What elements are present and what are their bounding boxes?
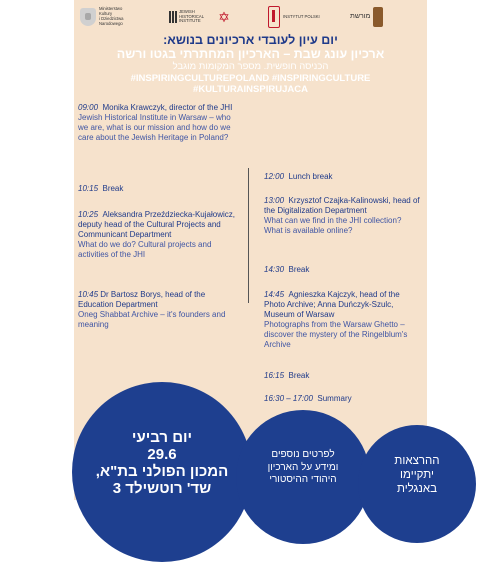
polish-institute-logo-text: INSTYTUT POLSKI xyxy=(283,13,320,19)
star-logo xyxy=(217,4,231,30)
item-head: Dr Bartosz Borys, head of the Education Department xyxy=(78,290,206,309)
item-time: 09:00 xyxy=(78,103,99,112)
event-poster xyxy=(74,0,440,500)
schedule-item xyxy=(264,371,422,381)
item-desc: What do we do? Cultural projects and activities of the JHI xyxy=(78,240,212,259)
event-date: 29.6 xyxy=(147,446,177,463)
poster-header xyxy=(74,33,427,95)
item-desc: Jewish Historical Institute in Warsaw – who we are, what is our mission and how do we care about the Jewish Heritage in Poland? xyxy=(78,113,231,142)
schedule-item xyxy=(78,290,238,330)
item-head: Break xyxy=(288,371,310,380)
item-head: Break xyxy=(288,265,310,274)
item-head: Summary xyxy=(317,394,352,403)
item-head: Krzysztof Czajka-Kalinowski, head of the Digitalization Department xyxy=(264,196,420,215)
item-time: 13:00 xyxy=(264,196,285,205)
item-time: 10:15 xyxy=(78,184,99,193)
language-line: ההרצאות xyxy=(394,455,440,467)
item-head: Monika Krawczyk, director of the JHI xyxy=(102,103,233,112)
moreshet-mark-icon xyxy=(373,7,383,27)
more-info-line: לפרטים נוספים xyxy=(271,449,335,461)
schedule-item xyxy=(264,172,422,182)
moreshet-logo-text: מורשת xyxy=(350,12,371,20)
sponsor-logos xyxy=(74,4,427,32)
item-time: 14:30 xyxy=(264,265,285,274)
moreshet-logo xyxy=(350,4,383,30)
schedule-item xyxy=(78,210,238,260)
item-desc: What can we find in the JHI collection? What is available online? xyxy=(264,216,402,235)
schedule-item xyxy=(264,196,422,236)
ministry-logo-text: Ministerstwo Kultury i Dziedzictwa Narodowego xyxy=(99,6,124,26)
item-head: Aleksandra Przeździecka-Kujałowicz, deputy head of the Cultural Projects and Communicant Department xyxy=(78,210,235,239)
header-admission: הכניסה חופשית. מספר המקומות מוגבל xyxy=(172,61,329,72)
column-divider xyxy=(248,168,249,303)
item-head: Lunch break xyxy=(288,172,333,181)
header-title: יום עיון לעובדי ארכיונים בנושא: xyxy=(163,33,338,47)
event-address: שד' רוטשילד 3 xyxy=(112,480,212,497)
item-time: 10:25 xyxy=(78,210,99,219)
item-time: 10:45 xyxy=(78,290,99,299)
star-icon: ✡ xyxy=(218,9,230,25)
item-time: 12:00 xyxy=(264,172,285,181)
event-day: יום רביעי xyxy=(131,429,193,446)
schedule-item xyxy=(264,394,422,404)
more-info-line: היהודי ההיסטורי xyxy=(269,474,337,486)
ministry-logo xyxy=(80,4,123,30)
header-subtitle: ארכיון עונג שבת – הארכיון המחתרתי בגטו ורשה xyxy=(116,47,385,61)
language-line: באנגלית xyxy=(396,483,437,495)
schedule-item xyxy=(264,265,422,275)
date-location-circle xyxy=(72,382,252,562)
jhi-logo xyxy=(169,4,204,30)
polish-institute-mark-icon xyxy=(268,6,280,28)
schedule-item xyxy=(78,103,238,143)
item-head: Break xyxy=(102,184,124,193)
item-time: 14:45 xyxy=(264,290,285,299)
jhi-logo-text: JEWISH HISTORICAL INSTITUTE xyxy=(179,8,205,24)
schedule-item xyxy=(78,184,238,194)
language-line: יתקיימו xyxy=(400,469,434,481)
jhi-bars-icon xyxy=(169,11,177,23)
more-info-line: ומידע על הארכיון xyxy=(267,461,339,473)
eagle-icon xyxy=(80,8,96,26)
item-desc: Oneg Shabbat Archive – it's founders and meaning xyxy=(78,310,226,329)
event-venue: המכון הפולני בת"א, xyxy=(95,463,229,480)
polish-institute-logo xyxy=(268,4,320,30)
item-desc: Photographs from the Warsaw Ghetto – discover the mystery of the Ringelblum's Archive xyxy=(264,320,408,349)
schedule-item xyxy=(264,290,422,350)
item-time: 16:15 xyxy=(264,371,285,380)
item-time: 16:30 – 17:00 xyxy=(264,394,313,403)
language-circle xyxy=(358,425,476,543)
more-info-circle xyxy=(236,410,370,544)
header-hashtags: #INSPIRINGCULTUREPOLAND #INSPIRINGCULTURE #KULTURAINSPIRUJACA xyxy=(130,73,371,95)
item-head: Agnieszka Kajczyk, head of the Photo Archive; Anna Duńczyk-Szulc, Museum of Warsaw xyxy=(264,290,400,319)
